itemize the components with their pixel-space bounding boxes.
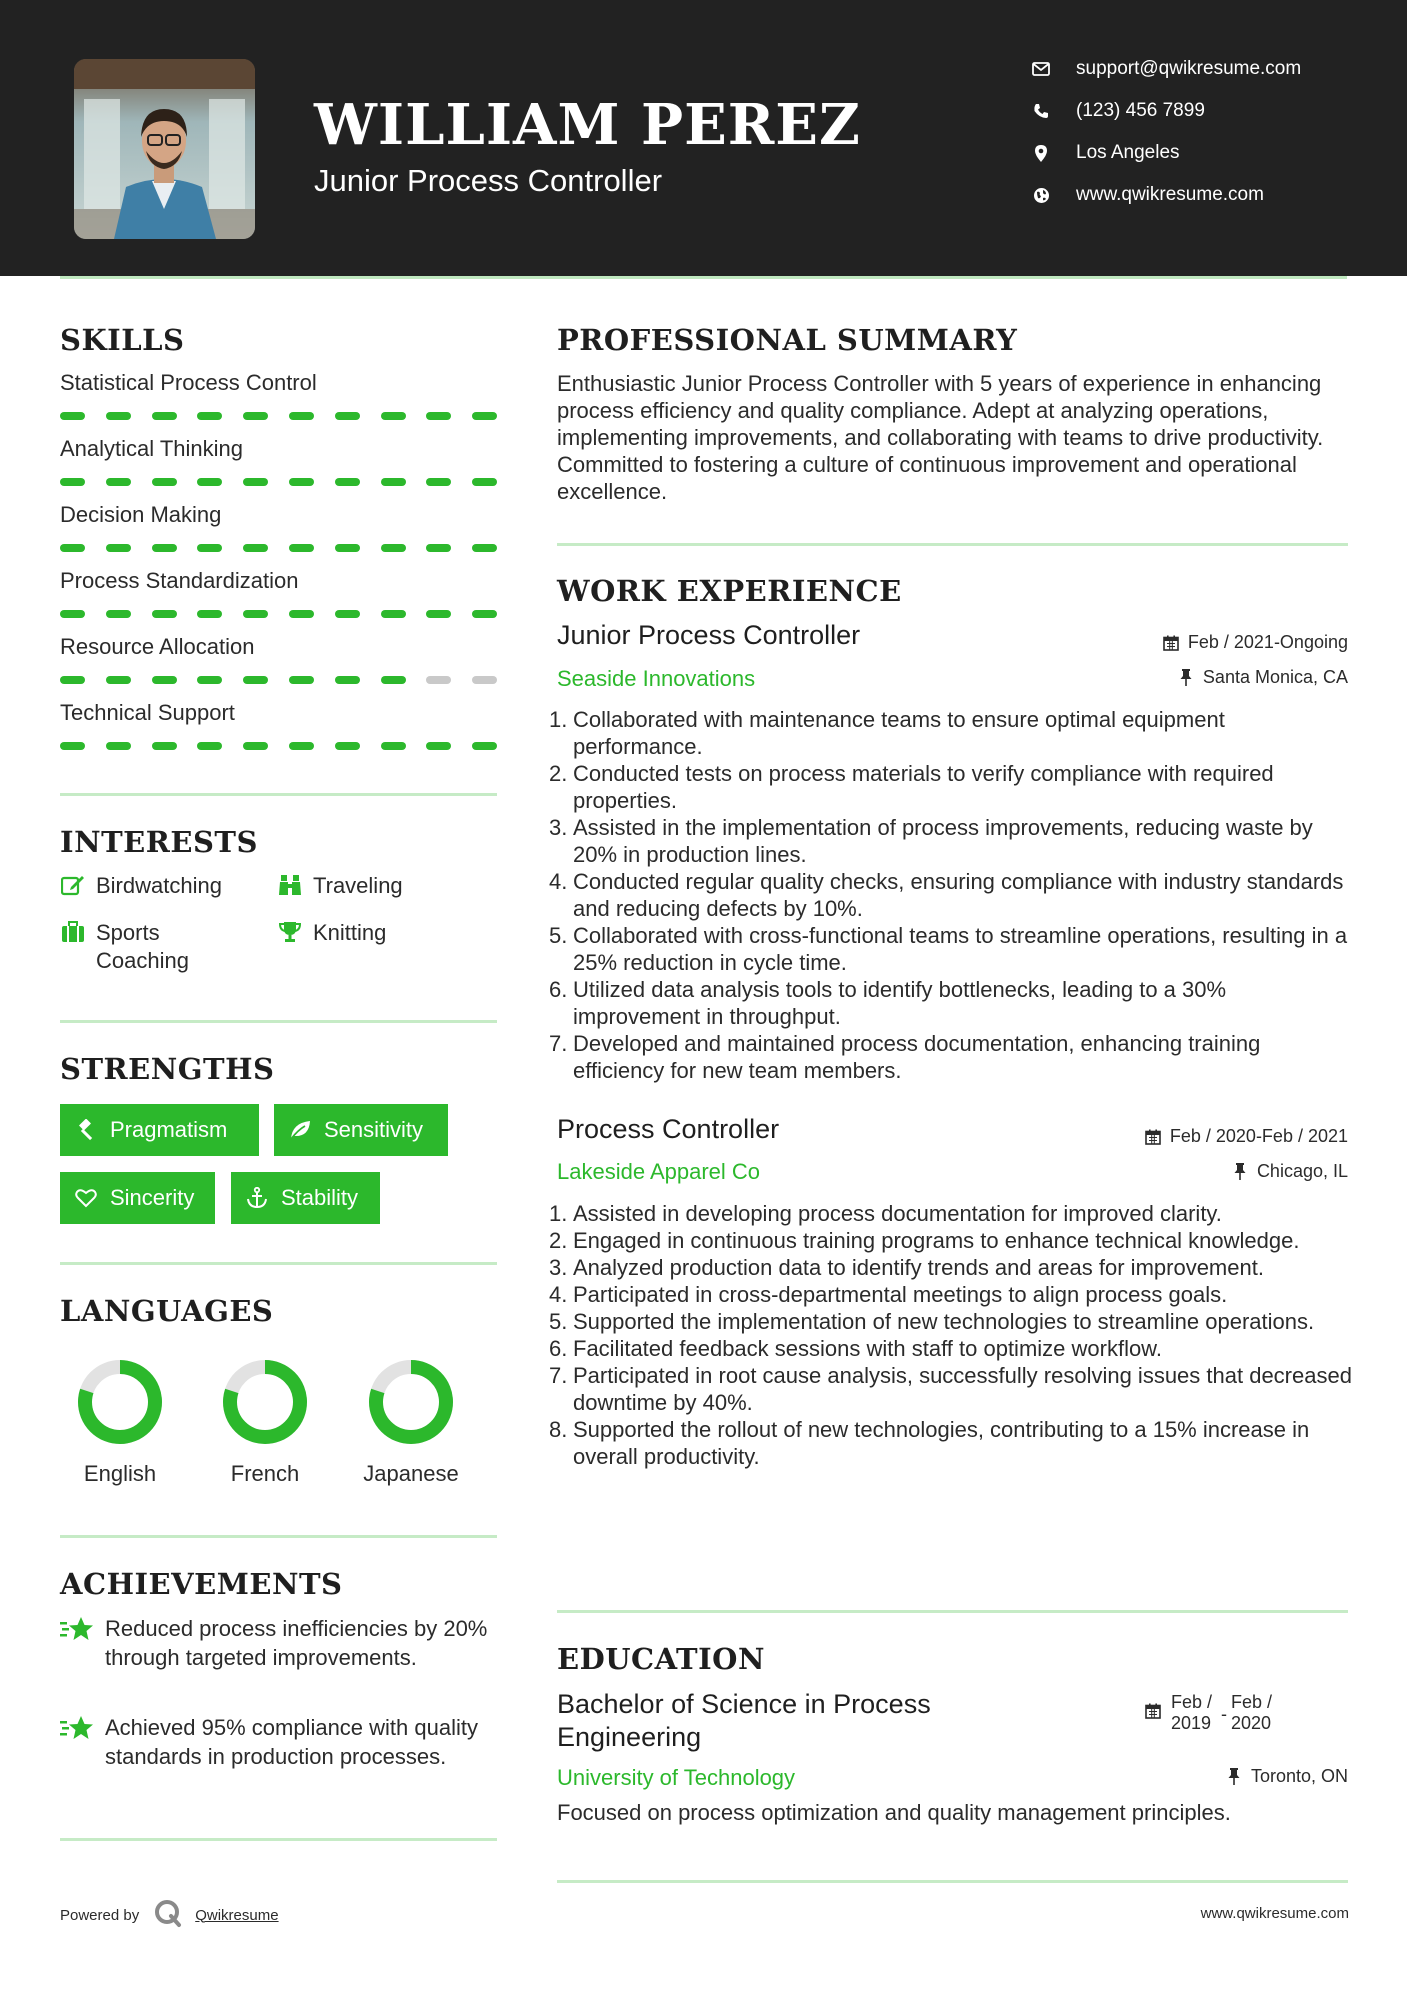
- skill-level-dash: [106, 412, 131, 420]
- interest-label: Sports Coaching: [96, 920, 189, 973]
- job-role: Junior Process Controller: [557, 620, 861, 650]
- skill-level-dash: [243, 610, 268, 618]
- skill-level-dash: [426, 676, 451, 684]
- skill-level-dash: [381, 610, 406, 618]
- skill-level-meter: [60, 478, 496, 486]
- skill-level-dash: [335, 544, 360, 552]
- skill-name: Decision Making: [60, 502, 222, 527]
- skill-level-dash: [60, 412, 85, 420]
- skill-level-dash: [381, 544, 406, 552]
- language-item: [195, 1359, 335, 1487]
- skill-item: [60, 370, 500, 400]
- skill-level-dash: [472, 412, 497, 420]
- skill-level-dash: [335, 610, 360, 618]
- interest-item: [277, 872, 403, 900]
- binoculars-icon: [277, 872, 303, 898]
- job-bullet: 3. Assisted in the implementation of process improvements, reducing waste by 20% in production lines.: [549, 815, 1313, 867]
- summary-heading: PROFESSIONAL SUMMARY: [557, 323, 1018, 357]
- powered-by-text: Powered by: [60, 1906, 140, 1924]
- skill-item: [60, 436, 500, 466]
- education-divider: [557, 1880, 1348, 1883]
- job-location: [1231, 1161, 1348, 1182]
- job-bullet: 7. Participated in root cause analysis, successfully resolving issues that decreased downtime by 40%.: [549, 1363, 1352, 1415]
- skill-level-dash: [472, 676, 497, 684]
- skill-level-dash: [152, 412, 177, 420]
- skill-level-meter: [60, 610, 496, 618]
- job-bullet: 6. Utilized data analysis tools to identify bottlenecks, leading to a 30% improvement in throughput.: [549, 977, 1227, 1029]
- skill-level-dash: [289, 610, 314, 618]
- company-name: Lakeside Apparel Co: [557, 1159, 761, 1184]
- footer-powered-by: [60, 1898, 279, 1932]
- phone-icon: [1030, 100, 1052, 122]
- skill-level-dash: [289, 478, 314, 486]
- envelope-icon: [1030, 58, 1052, 80]
- skill-level-dash: [426, 544, 451, 552]
- globe-icon: [1030, 184, 1052, 206]
- skill-level-dash: [426, 412, 451, 420]
- skill-level-dash: [335, 478, 360, 486]
- skill-name: Resource Allocation: [60, 634, 255, 659]
- skill-level-dash: [60, 544, 85, 552]
- skill-level-dash: [289, 742, 314, 750]
- language-item: [341, 1359, 481, 1487]
- language-name: French: [230, 1461, 300, 1486]
- languages-divider: [60, 1535, 497, 1538]
- achievement-text: Achieved 95% compliance with quality standards in production processes.: [105, 1715, 478, 1769]
- contact-email[interactable]: [1030, 54, 1370, 84]
- trophy-icon: [277, 919, 303, 945]
- job-bullet: 4. Participated in cross-departmental meetings to align process goals.: [549, 1282, 1228, 1307]
- job-bullet: 6. Facilitated feedback sessions with staff to optimize workflow.: [549, 1336, 1162, 1361]
- interest-label: Traveling: [313, 873, 403, 898]
- skill-level-dash: [152, 478, 177, 486]
- school-location-text: Toronto, ON: [1250, 1766, 1348, 1786]
- anchor-icon: [245, 1186, 269, 1210]
- summary-divider: [557, 543, 1348, 546]
- degree-name: Bachelor of Science in Process Engineering: [557, 1689, 931, 1752]
- education-dates: [1145, 1692, 1277, 1734]
- strength-badge: [60, 1104, 259, 1156]
- briefcase-icon: [60, 919, 86, 945]
- skill-level-meter: [60, 544, 496, 552]
- contact-location: [1030, 138, 1370, 168]
- skill-level-dash: [60, 742, 85, 750]
- interest-item: [277, 919, 386, 947]
- language-donut: [368, 1359, 454, 1445]
- achievements-heading: ACHIEVEMENTS: [60, 1567, 343, 1601]
- job-role: Process Controller: [557, 1114, 780, 1144]
- interests-divider: [60, 1020, 497, 1023]
- skill-level-dash: [106, 544, 131, 552]
- job-bullet: 1. Assisted in developing process documentation for improved clarity.: [549, 1201, 1222, 1226]
- contact-website[interactable]: [1030, 180, 1370, 210]
- job-bullet: 2. Engaged in continuous training programs to enhance technical knowledge.: [549, 1228, 1300, 1253]
- strength-badge: [274, 1104, 448, 1156]
- skill-level-meter: [60, 412, 496, 420]
- skill-level-dash: [472, 544, 497, 552]
- strength-badge: [231, 1172, 380, 1224]
- skill-level-dash: [152, 544, 177, 552]
- skill-level-dash: [243, 478, 268, 486]
- education-date-end: Feb / 2020: [1231, 1692, 1273, 1733]
- job-bullet: 5. Collaborated with cross-functional teams to streamline operations, resulting in a 25% reduction in cycle time.: [549, 923, 1348, 975]
- job-location-text: Chicago, IL: [1256, 1161, 1348, 1181]
- strengths-heading: STRENGTHS: [60, 1052, 275, 1086]
- job-dates: [1162, 632, 1348, 653]
- skill-level-meter: [60, 676, 496, 684]
- skill-level-dash: [472, 742, 497, 750]
- skill-level-dash: [106, 742, 131, 750]
- pencil-square-icon: [60, 872, 86, 898]
- skill-level-dash: [106, 676, 131, 684]
- profile-photo-image: [74, 59, 255, 239]
- education-date-start: Feb / 2019: [1171, 1692, 1213, 1733]
- header-divider: [60, 276, 1347, 279]
- skill-level-dash: [197, 478, 222, 486]
- skill-level-dash: [243, 544, 268, 552]
- pushpin-icon: [1225, 1768, 1243, 1786]
- leaf-icon: [288, 1118, 312, 1142]
- education-heading: EDUCATION: [557, 1642, 765, 1676]
- skill-level-dash: [197, 544, 222, 552]
- star-icon: [60, 1713, 94, 1742]
- job-bullet: 7. Developed and maintained process documentation, enhancing training efficiency for new team members.: [549, 1031, 1261, 1083]
- skill-level-dash: [289, 544, 314, 552]
- skill-item: [60, 568, 500, 598]
- skill-level-dash: [152, 742, 177, 750]
- contact-email-text: support@qwikresume.com: [1076, 58, 1302, 79]
- candidate-title: Junior Process Controller: [314, 163, 663, 198]
- skill-item: [60, 502, 500, 532]
- job-bullet: 8. Supported the rollout of new technologies, contributing to a 15% increase in overall productivity.: [549, 1417, 1310, 1469]
- achievement-text: Reduced process inefficiencies by 20% through targeted improvements.: [105, 1616, 488, 1670]
- company-name: Seaside Innovations: [557, 666, 756, 691]
- skill-level-dash: [152, 610, 177, 618]
- skill-level-dash: [289, 412, 314, 420]
- skill-item: [60, 634, 500, 664]
- school-location: [1225, 1766, 1348, 1787]
- skill-level-dash: [472, 610, 497, 618]
- achievements-divider: [60, 1838, 497, 1841]
- language-donut: [77, 1359, 163, 1445]
- skill-level-dash: [381, 676, 406, 684]
- interests-heading: INTERESTS: [60, 825, 258, 859]
- footer-website[interactable]: www.qwikresume.com: [1200, 1905, 1349, 1922]
- language-name: English: [83, 1461, 157, 1486]
- languages-heading: LANGUAGES: [60, 1294, 274, 1328]
- skill-item: [60, 700, 500, 730]
- school-name: University of Technology: [557, 1765, 796, 1790]
- skill-level-dash: [243, 412, 268, 420]
- skill-level-dash: [106, 610, 131, 618]
- skill-name: Process Standardization: [60, 568, 299, 593]
- skill-level-dash: [60, 610, 85, 618]
- job-bullets: [549, 1200, 1357, 1470]
- strength-label: Sensitivity: [324, 1117, 424, 1142]
- achievement-item: [60, 1713, 500, 1771]
- job-location-text: Santa Monica, CA: [1202, 667, 1348, 687]
- experience-divider: [557, 1610, 1348, 1613]
- skills-divider: [60, 793, 497, 796]
- strength-badge: [60, 1172, 215, 1224]
- qwikresume-logo-icon: [153, 1898, 183, 1932]
- skill-level-dash: [197, 412, 222, 420]
- calendar-icon: [1144, 1128, 1162, 1146]
- education-date-sep: -: [1221, 1704, 1227, 1724]
- resume-header: [0, 0, 1407, 276]
- interest-label: Birdwatching: [96, 873, 222, 898]
- skill-level-dash: [426, 610, 451, 618]
- map-pin-icon: [1030, 142, 1052, 164]
- heart-icon: [74, 1186, 98, 1210]
- interest-label: Knitting: [313, 920, 387, 945]
- contact-location-text: Los Angeles: [1076, 142, 1180, 163]
- strengths-divider: [60, 1262, 497, 1265]
- skill-level-dash: [243, 742, 268, 750]
- calendar-icon: [1145, 1703, 1163, 1721]
- skill-level-dash: [335, 412, 360, 420]
- gavel-icon: [74, 1118, 98, 1142]
- skill-name: Analytical Thinking: [60, 436, 244, 461]
- skill-level-dash: [381, 478, 406, 486]
- strength-label: Stability: [281, 1185, 359, 1210]
- skill-level-meter: [60, 742, 496, 750]
- skill-level-dash: [197, 676, 222, 684]
- skill-level-dash: [197, 742, 222, 750]
- pushpin-icon: [1177, 669, 1195, 687]
- star-icon: [60, 1614, 94, 1643]
- job-bullets: [549, 706, 1357, 1084]
- footer-brand-link[interactable]: Qwikresume: [195, 1906, 279, 1924]
- achievement-item: [60, 1614, 500, 1672]
- skill-name: Technical Support: [60, 700, 235, 725]
- job-dates-text: Feb / 2020-Feb / 2021: [1169, 1126, 1348, 1146]
- skill-name: Statistical Process Control: [60, 370, 317, 395]
- job-bullet: 2. Conducted tests on process materials to verify compliance with required properties.: [549, 761, 1274, 813]
- job-bullet: 4. Conducted regular quality checks, ensuring compliance with industry standards and reducing defects by 10%.: [549, 869, 1344, 921]
- contact-website-text: www.qwikresume.com: [1076, 184, 1264, 205]
- skill-level-dash: [335, 742, 360, 750]
- skill-level-dash: [60, 478, 85, 486]
- job-bullet: 5. Supported the implementation of new technologies to streamline operations.: [549, 1309, 1315, 1334]
- job-dates: [1144, 1126, 1348, 1147]
- skill-level-dash: [472, 478, 497, 486]
- contact-phone-text: (123) 456 7899: [1076, 100, 1205, 121]
- job-bullet: 1. Collaborated with maintenance teams to ensure optimal equipment performance.: [549, 707, 1225, 759]
- skills-heading: SKILLS: [60, 323, 185, 357]
- strength-label: Pragmatism: [110, 1117, 228, 1142]
- contact-phone[interactable]: [1030, 96, 1370, 126]
- interest-item: [60, 919, 189, 975]
- interest-item: [60, 872, 222, 900]
- job-dates-text: Feb / 2021-Ongoing: [1187, 632, 1348, 652]
- skill-level-dash: [426, 742, 451, 750]
- language-donut: [222, 1359, 308, 1445]
- experience-heading: WORK EXPERIENCE: [557, 574, 902, 608]
- job-bullet: 3. Analyzed production data to identify trends and areas for improvement.: [549, 1255, 1264, 1280]
- pushpin-icon: [1231, 1163, 1249, 1181]
- skill-level-dash: [381, 742, 406, 750]
- strength-label: Sincerity: [110, 1185, 195, 1210]
- skill-level-dash: [243, 676, 268, 684]
- skill-level-dash: [335, 676, 360, 684]
- job-location: [1177, 667, 1348, 688]
- calendar-icon: [1162, 634, 1180, 652]
- skill-level-dash: [152, 676, 177, 684]
- skill-level-dash: [106, 478, 131, 486]
- language-name: Japanese: [363, 1461, 459, 1486]
- skill-level-dash: [426, 478, 451, 486]
- skill-level-dash: [381, 412, 406, 420]
- skill-level-dash: [197, 610, 222, 618]
- skill-level-dash: [60, 676, 85, 684]
- skill-level-dash: [289, 676, 314, 684]
- candidate-name: WILLIAM PEREZ: [314, 92, 861, 158]
- profile-photo: [74, 59, 255, 239]
- language-item: [50, 1359, 190, 1487]
- education-description: Focused on process optimization and quality management principles.: [557, 1800, 1231, 1825]
- summary-text: Enthusiastic Junior Process Controller with 5 years of experience in enhancing process efficiency and quality compliance. Adept at analyzing operations, implementing improvements, and collaborating with teams to drive productivity. Committed to fostering a culture of continuous improvement and operational excellence.: [557, 371, 1324, 504]
